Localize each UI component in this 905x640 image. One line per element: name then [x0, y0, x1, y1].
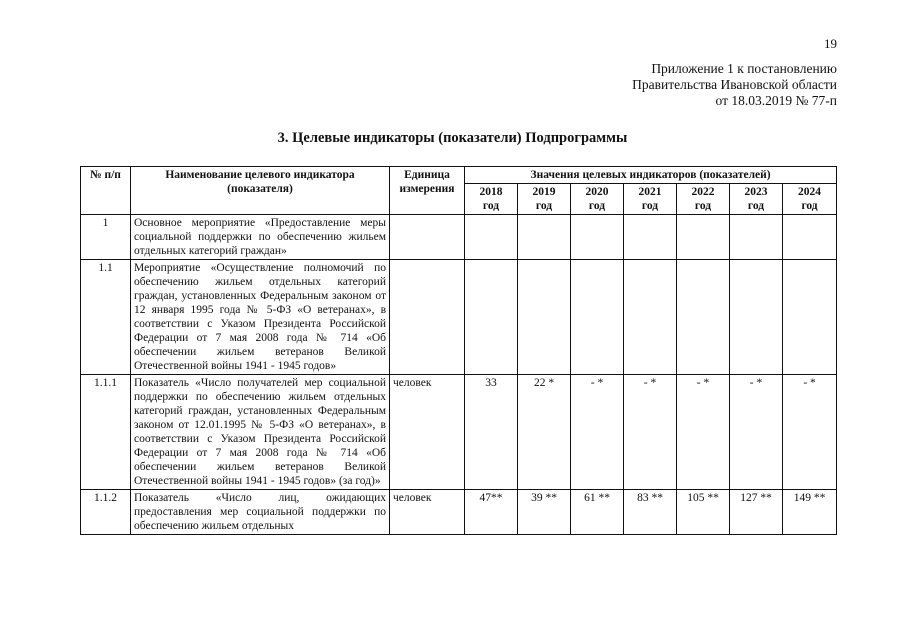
row-value: [783, 260, 837, 375]
row-value: 33: [465, 375, 518, 490]
header-year: 2022 год: [677, 184, 730, 215]
appendix-header: [632, 61, 837, 109]
row-value: 39 **: [518, 490, 571, 535]
row-value: [730, 215, 783, 260]
row-value: [571, 260, 624, 375]
row-num: 1.1.1: [81, 375, 131, 490]
row-value: [783, 215, 837, 260]
header-year: 2023 год: [730, 184, 783, 215]
row-value: 105 **: [677, 490, 730, 535]
row-value: [677, 215, 730, 260]
row-num: 1: [81, 215, 131, 260]
row-num: 1.1.2: [81, 490, 131, 535]
header-year: 2018 год: [465, 184, 518, 215]
row-value: [465, 260, 518, 375]
section-title: 3. Целевые индикаторы (показатели) Подпрограммы: [277, 130, 628, 146]
header-year: 2024 год: [783, 184, 837, 215]
table-row: [81, 260, 837, 375]
table-row: [81, 215, 837, 260]
header-year: 2021 год: [624, 184, 677, 215]
row-num: 1.1: [81, 260, 131, 375]
row-name: Показатель «Число лиц, ожидающих предоставления мер социальной поддержки по обеспечению жильем отдельных: [131, 490, 390, 535]
row-value: [571, 215, 624, 260]
header-num: № п/п: [81, 167, 131, 215]
row-unit: человек: [390, 375, 465, 490]
table-row: [81, 490, 837, 535]
row-value: 22 *: [518, 375, 571, 490]
appendix-line-2: Правительства Ивановской области: [632, 77, 837, 92]
row-name: Показатель «Число получателей мер социальной поддержки по обеспечению жильем отдельных категорий граждан, установленных Федеральным законом от 12.01.1995 № 5-ФЗ «О ветеранах», в соответствии с Указом Президента Российской Федерации от 7 мая 2008 года № 714 «Об обеспечении жильем ветеранов Великой Отечественной войны 1941 - 1945 годов» (за год)»: [131, 375, 390, 490]
table-row: [81, 375, 837, 490]
appendix-line-3: от 18.03.2019 № 77-п: [715, 93, 837, 108]
row-value: 61 **: [571, 490, 624, 535]
row-value: [624, 215, 677, 260]
header-year: 2019 год: [518, 184, 571, 215]
row-value: 127 **: [730, 490, 783, 535]
row-unit: [390, 260, 465, 375]
row-unit: человек: [390, 490, 465, 535]
header-name: Наименование целевого индикатора (показателя): [131, 167, 390, 215]
row-value: - *: [730, 375, 783, 490]
row-value: - *: [677, 375, 730, 490]
appendix-line-1: Приложение 1 к постановлению: [651, 61, 837, 76]
row-value: [624, 260, 677, 375]
row-value: 83 **: [624, 490, 677, 535]
row-value: 149 **: [783, 490, 837, 535]
header-values: Значения целевых индикаторов (показателей): [465, 167, 837, 184]
row-value: - *: [624, 375, 677, 490]
row-value: - *: [783, 375, 837, 490]
row-value: [518, 260, 571, 375]
indicators-table: [80, 166, 837, 535]
row-value: [518, 215, 571, 260]
row-value: [730, 260, 783, 375]
header-unit: Единица измерения: [390, 167, 465, 215]
header-year: 2020 год: [571, 184, 624, 215]
row-name: Основное мероприятие «Предоставление меры социальной поддержки по обеспечению жильем отдельных категорий граждан»: [131, 215, 390, 260]
row-value: [465, 215, 518, 260]
row-name: Мероприятие «Осуществление полномочий по обеспечению жильем отдельных категорий граждан, установленных Федеральным законом от 12 января 1995 года № 5-ФЗ «О ветеранах», в соответствии с Указом Президента Российской Федерации от 7 мая 2008 года № 714 «Об обеспечении жильем ветеранов Великой Отечественной войны 1941 - 1945 годов»: [131, 260, 390, 375]
row-value: 47**: [465, 490, 518, 535]
row-value: [677, 260, 730, 375]
row-unit: [390, 215, 465, 260]
page-number: 19: [824, 36, 837, 51]
row-value: - *: [571, 375, 624, 490]
